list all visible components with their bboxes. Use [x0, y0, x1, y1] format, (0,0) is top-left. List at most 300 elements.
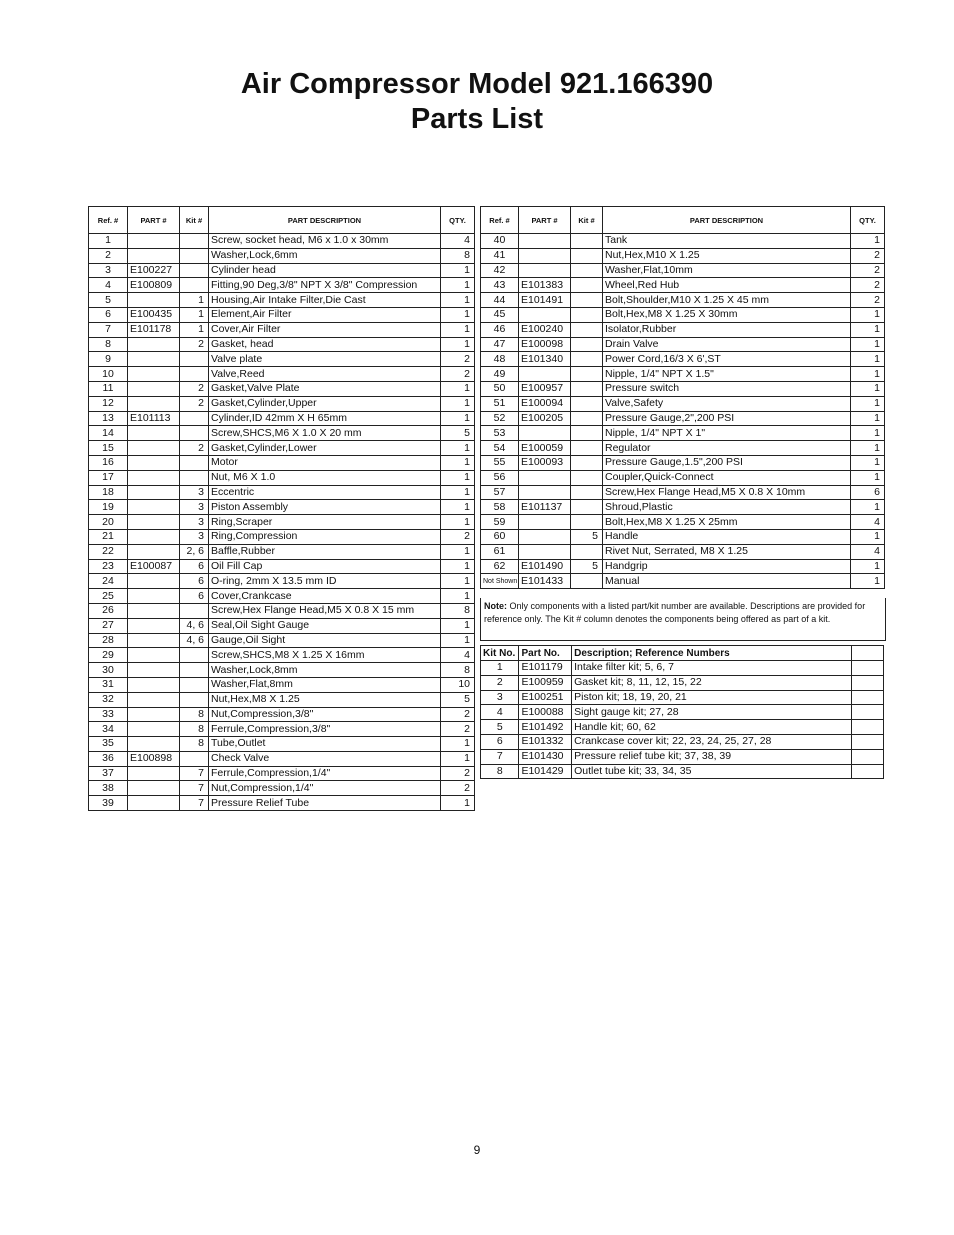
kit-cell [571, 500, 603, 515]
ref-cell: 47 [481, 337, 519, 352]
table-row [481, 485, 885, 500]
description-cell: Isolator,Rubber [603, 322, 851, 337]
description-cell: Fitting,90 Deg,3/8" NPT X 3/8" Compression [209, 278, 441, 293]
table-row [89, 781, 475, 796]
kit-no-cell: 8 [481, 764, 519, 779]
qty-cell: 1 [851, 234, 885, 249]
part-number-cell: E101178 [128, 322, 180, 337]
description-cell: Cylinder head [209, 263, 441, 278]
kit-cell: 3 [180, 500, 209, 515]
ref-cell: 62 [481, 559, 519, 574]
kit-cell [571, 515, 603, 530]
qty-cell: 2 [851, 293, 885, 308]
kit-no-cell: 7 [481, 749, 519, 764]
ref-cell: 26 [89, 603, 128, 618]
table-row [89, 396, 475, 411]
part-number-cell [519, 426, 571, 441]
qty-cell: 6 [851, 485, 885, 500]
note-label: Note: [484, 601, 507, 611]
part-number-cell [128, 692, 180, 707]
part-header: PART # [128, 207, 180, 234]
part-number-cell [128, 396, 180, 411]
kit-cell: 2 [180, 441, 209, 456]
kit-cell: 2 [180, 381, 209, 396]
kit-cell: 5 [571, 559, 603, 574]
table-row [89, 263, 475, 278]
qty-cell: 1 [441, 337, 475, 352]
kit-part-header: Part No. [519, 646, 572, 661]
description-cell: Screw,SHCS,M8 X 1.25 X 16mm [209, 648, 441, 663]
ref-cell: 56 [481, 470, 519, 485]
qty-cell: 8 [441, 603, 475, 618]
kit-no-cell: 6 [481, 734, 519, 749]
description-cell: Nipple, 1/4" NPT X 1" [603, 426, 851, 441]
part-number-cell: E100809 [128, 278, 180, 293]
qty-cell: 1 [441, 574, 475, 589]
part-number-cell [128, 367, 180, 382]
table-row [481, 559, 885, 574]
table-row [89, 470, 475, 485]
table-row [89, 722, 475, 737]
kit-cell [180, 663, 209, 678]
description-cell: Gasket,Valve Plate [209, 381, 441, 396]
part-number-cell: E100098 [519, 337, 571, 352]
description-header: PART DESCRIPTION [209, 207, 441, 234]
kit-cell [180, 677, 209, 692]
description-cell: Seal,Oil Sight Gauge [209, 618, 441, 633]
kit-cell [571, 352, 603, 367]
table-row [89, 234, 475, 249]
qty-cell: 1 [851, 529, 885, 544]
table-row [89, 589, 475, 604]
description-cell: Pressure Gauge,2",200 PSI [603, 411, 851, 426]
ref-cell: 3 [89, 263, 128, 278]
kit-cell [571, 470, 603, 485]
description-cell: Cover,Air Filter [209, 322, 441, 337]
table-row [481, 248, 885, 263]
qty-cell: 1 [851, 574, 885, 589]
description-cell: Eccentric [209, 485, 441, 500]
part-number-cell [128, 648, 180, 663]
part-number-cell [519, 263, 571, 278]
kit-no-cell: 1 [481, 661, 519, 676]
part-number-cell [128, 618, 180, 633]
qty-cell: 1 [441, 751, 475, 766]
part-header: PART # [519, 207, 571, 234]
description-cell: Handle [603, 529, 851, 544]
part-number-cell: E101340 [519, 352, 571, 367]
part-number-cell [128, 515, 180, 530]
part-number-cell [128, 352, 180, 367]
table-row [89, 663, 475, 678]
kit-cell [571, 381, 603, 396]
part-number-cell [128, 781, 180, 796]
ref-cell: 32 [89, 692, 128, 707]
description-cell: Tube,Outlet [209, 737, 441, 752]
kit-part-cell: E101430 [519, 749, 572, 764]
kit-cell: 4, 6 [180, 633, 209, 648]
qty-cell: 1 [441, 500, 475, 515]
qty-header: QTY. [851, 207, 885, 234]
qty-cell: 1 [441, 589, 475, 604]
ref-cell: 38 [89, 781, 128, 796]
kit-cell [571, 278, 603, 293]
ref-cell: 36 [89, 751, 128, 766]
kit-part-cell: E101332 [519, 734, 572, 749]
table-row [481, 544, 885, 559]
description-cell: Screw,SHCS,M6 X 1.0 X 20 mm [209, 426, 441, 441]
part-number-cell [128, 722, 180, 737]
table-row [89, 293, 475, 308]
kit-cell [571, 426, 603, 441]
ref-cell: 9 [89, 352, 128, 367]
ref-cell: 40 [481, 234, 519, 249]
kit-cell [180, 692, 209, 707]
part-number-cell [128, 381, 180, 396]
kit-cell [571, 574, 603, 589]
description-cell: Cover,Crankcase [209, 589, 441, 604]
parts-table-left-body [89, 234, 475, 811]
part-number-cell: E100227 [128, 263, 180, 278]
kit-cell: 8 [180, 737, 209, 752]
description-cell: Cylinder,ID 42mm X H 65mm [209, 411, 441, 426]
table-row [481, 675, 884, 690]
ref-cell: 60 [481, 529, 519, 544]
part-number-cell [519, 485, 571, 500]
kit-cell [571, 307, 603, 322]
part-number-cell [128, 441, 180, 456]
table-row [89, 737, 475, 752]
kit-part-cell: E101179 [519, 661, 572, 676]
kit-desc-cell: Pressure relief tube kit; 37, 38, 39 [572, 749, 851, 764]
kit-cell: 6 [180, 574, 209, 589]
description-cell: Wheel,Red Hub [603, 278, 851, 293]
ref-cell: 15 [89, 441, 128, 456]
kit-cell [180, 648, 209, 663]
part-number-cell [128, 663, 180, 678]
table-row [481, 293, 885, 308]
ref-cell: 53 [481, 426, 519, 441]
table-row [481, 574, 885, 589]
ref-cell: 39 [89, 796, 128, 811]
description-cell: Pressure Gauge,1.5",200 PSI [603, 455, 851, 470]
table-row [481, 720, 884, 735]
ref-cell: 37 [89, 766, 128, 781]
ref-cell: 4 [89, 278, 128, 293]
description-cell: Piston Assembly [209, 500, 441, 515]
qty-cell: 4 [441, 648, 475, 663]
qty-cell: 1 [851, 455, 885, 470]
kit-cell: 2 [180, 396, 209, 411]
part-number-cell [128, 234, 180, 249]
qty-cell: 1 [851, 307, 885, 322]
qty-header: QTY. [441, 207, 475, 234]
ref-cell: 23 [89, 559, 128, 574]
part-number-cell [128, 426, 180, 441]
ref-cell: 30 [89, 663, 128, 678]
ref-cell: 27 [89, 618, 128, 633]
part-number-cell [519, 515, 571, 530]
description-cell: Gasket, head [209, 337, 441, 352]
qty-cell: 1 [441, 485, 475, 500]
qty-cell: 2 [441, 781, 475, 796]
table-row [89, 322, 475, 337]
part-number-cell [128, 248, 180, 263]
description-cell: Ring,Scraper [209, 515, 441, 530]
table-row [89, 248, 475, 263]
kit-cell: 6 [180, 559, 209, 574]
description-cell: Pressure Relief Tube [209, 796, 441, 811]
availability-note [480, 598, 886, 641]
kit-cell [571, 263, 603, 278]
part-number-cell [128, 574, 180, 589]
part-number-cell [128, 485, 180, 500]
qty-cell: 1 [441, 737, 475, 752]
ref-cell: 28 [89, 633, 128, 648]
ref-cell: 10 [89, 367, 128, 382]
kit-cell [180, 263, 209, 278]
part-number-cell [128, 293, 180, 308]
qty-cell: 1 [851, 426, 885, 441]
kit-no-cell: 5 [481, 720, 519, 735]
ref-cell: 1 [89, 234, 128, 249]
ref-cell: 5 [89, 293, 128, 308]
table-row [89, 544, 475, 559]
part-number-cell [128, 589, 180, 604]
description-cell: Bolt,Hex,M8 X 1.25 X 30mm [603, 307, 851, 322]
ref-cell: 7 [89, 322, 128, 337]
table-row [89, 707, 475, 722]
blank-cell [851, 690, 883, 705]
kit-cell: 2 [180, 337, 209, 352]
blank-cell [851, 661, 883, 676]
ref-cell: 51 [481, 396, 519, 411]
kit-cell [180, 455, 209, 470]
table-row [89, 648, 475, 663]
kit-header: Kit # [571, 207, 603, 234]
kit-desc-cell: Handle kit; 60, 62 [572, 720, 851, 735]
kit-cell: 3 [180, 485, 209, 500]
description-cell: Bolt,Hex,M8 X 1.25 X 25mm [603, 515, 851, 530]
ref-cell: 31 [89, 677, 128, 692]
part-number-cell [128, 796, 180, 811]
qty-cell: 1 [441, 278, 475, 293]
table-row [481, 307, 885, 322]
description-cell: Nipple, 1/4" NPT X 1.5" [603, 367, 851, 382]
kit-cell [180, 234, 209, 249]
table-row [481, 764, 884, 779]
kit-cell [180, 603, 209, 618]
kit-cell: 2, 6 [180, 544, 209, 559]
part-number-cell [128, 707, 180, 722]
table-row [481, 352, 885, 367]
table-row [89, 618, 475, 633]
kit-cell [180, 470, 209, 485]
part-number-cell: E100059 [519, 441, 571, 456]
ref-cell: 16 [89, 455, 128, 470]
kit-cell: 8 [180, 707, 209, 722]
part-number-cell [128, 500, 180, 515]
kit-desc-header: Description; Reference Numbers [572, 646, 851, 661]
table-row [481, 263, 885, 278]
kit-no-cell: 3 [481, 690, 519, 705]
part-number-cell: E100435 [128, 307, 180, 322]
qty-cell: 1 [851, 367, 885, 382]
qty-cell: 1 [441, 618, 475, 633]
kit-desc-cell: Crankcase cover kit; 22, 23, 24, 25, 27, 28 [572, 734, 851, 749]
ref-cell: 43 [481, 278, 519, 293]
blank-cell [851, 705, 883, 720]
part-number-cell: E101383 [519, 278, 571, 293]
ref-cell: 59 [481, 515, 519, 530]
part-number-cell: E101433 [519, 574, 571, 589]
ref-cell: 35 [89, 737, 128, 752]
description-cell: Nut,Hex,M8 X 1.25 [209, 692, 441, 707]
table-row [481, 515, 885, 530]
parts-table-left [88, 206, 475, 811]
kit-cell [571, 248, 603, 263]
part-number-cell [128, 470, 180, 485]
table-header-row [89, 207, 475, 234]
kit-cell: 8 [180, 722, 209, 737]
kit-header-row [481, 646, 884, 661]
ref-cell: Not Shown [481, 574, 519, 589]
qty-cell: 4 [851, 544, 885, 559]
description-header: PART DESCRIPTION [603, 207, 851, 234]
kit-cell: 7 [180, 796, 209, 811]
qty-cell: 1 [441, 455, 475, 470]
ref-cell: 14 [89, 426, 128, 441]
qty-cell: 1 [441, 322, 475, 337]
table-row [89, 796, 475, 811]
description-cell: Screw, socket head, M6 x 1.0 x 30mm [209, 234, 441, 249]
table-row [89, 441, 475, 456]
part-number-cell [128, 766, 180, 781]
kit-cell: 7 [180, 766, 209, 781]
kit-cell [571, 322, 603, 337]
description-cell: Valve plate [209, 352, 441, 367]
part-number-cell [128, 633, 180, 648]
qty-cell: 1 [851, 559, 885, 574]
kit-no-header: Kit No. [481, 646, 519, 661]
table-row [481, 705, 884, 720]
blank-cell [851, 749, 883, 764]
table-row [89, 515, 475, 530]
page-number: 9 [473, 1143, 481, 1157]
qty-cell: 1 [851, 500, 885, 515]
part-number-cell: E100957 [519, 381, 571, 396]
description-cell: Housing,Air Intake Filter,Die Cast [209, 293, 441, 308]
kit-cell [571, 293, 603, 308]
kit-no-cell: 2 [481, 675, 519, 690]
qty-cell: 1 [441, 470, 475, 485]
ref-cell: 12 [89, 396, 128, 411]
table-row [481, 661, 884, 676]
qty-cell: 1 [441, 559, 475, 574]
kit-cell [180, 411, 209, 426]
description-cell: Drain Valve [603, 337, 851, 352]
part-number-cell: E100898 [128, 751, 180, 766]
description-cell: Ferrule,Compression,3/8" [209, 722, 441, 737]
qty-cell: 1 [441, 396, 475, 411]
description-cell: Element,Air Filter [209, 307, 441, 322]
blank-cell [851, 764, 883, 779]
table-row [481, 455, 885, 470]
kit-desc-cell: Intake filter kit; 5, 6, 7 [572, 661, 851, 676]
description-cell: Pressure switch [603, 381, 851, 396]
description-cell: O-ring, 2mm X 13.5 mm ID [209, 574, 441, 589]
part-number-cell [128, 737, 180, 752]
description-cell: Gauge,Oil Sight [209, 633, 441, 648]
ref-cell: 25 [89, 589, 128, 604]
kit-no-cell: 4 [481, 705, 519, 720]
ref-cell: 2 [89, 248, 128, 263]
table-row [481, 441, 885, 456]
description-cell: Handgrip [603, 559, 851, 574]
part-number-cell: E100087 [128, 559, 180, 574]
description-cell: Washer,Flat,10mm [603, 263, 851, 278]
kit-part-cell: E100251 [519, 690, 572, 705]
table-row [89, 751, 475, 766]
kit-cell: 4, 6 [180, 618, 209, 633]
kit-part-cell: E101429 [519, 764, 572, 779]
ref-header: Ref. # [481, 207, 519, 234]
kit-part-cell: E100088 [519, 705, 572, 720]
ref-cell: 52 [481, 411, 519, 426]
qty-cell: 4 [851, 515, 885, 530]
part-number-cell [519, 470, 571, 485]
ref-cell: 22 [89, 544, 128, 559]
part-number-cell: E101113 [128, 411, 180, 426]
kit-desc-cell: Sight gauge kit; 27, 28 [572, 705, 851, 720]
kit-desc-cell: Outlet tube kit; 33, 34, 35 [572, 764, 851, 779]
description-cell: Regulator [603, 441, 851, 456]
qty-cell: 1 [441, 441, 475, 456]
qty-cell: 10 [441, 677, 475, 692]
part-number-cell [519, 367, 571, 382]
ref-cell: 46 [481, 322, 519, 337]
ref-cell: 58 [481, 500, 519, 515]
part-number-cell [519, 307, 571, 322]
description-cell: Manual [603, 574, 851, 589]
qty-cell: 1 [441, 293, 475, 308]
kit-cell [180, 278, 209, 293]
qty-cell: 8 [441, 663, 475, 678]
table-row [89, 559, 475, 574]
ref-cell: 50 [481, 381, 519, 396]
qty-cell: 1 [851, 352, 885, 367]
qty-cell: 1 [851, 337, 885, 352]
kit-table-body [481, 661, 884, 779]
note-text: Only components with a listed part/kit number are available. Descriptions are provided for reference only. The Kit # column denotes the components being offered as part of a kit. [484, 601, 866, 624]
page-subtitle: Parts List [410, 103, 544, 135]
part-number-cell [128, 455, 180, 470]
part-number-cell: E101137 [519, 500, 571, 515]
blank-cell [851, 720, 883, 735]
qty-cell: 1 [851, 381, 885, 396]
kit-header: Kit # [180, 207, 209, 234]
qty-cell: 1 [441, 633, 475, 648]
qty-cell: 1 [441, 381, 475, 396]
qty-cell: 2 [441, 766, 475, 781]
kit-cell: 3 [180, 515, 209, 530]
part-number-cell [128, 544, 180, 559]
description-cell: Tank [603, 234, 851, 249]
qty-cell: 2 [441, 367, 475, 382]
kit-blank-header [851, 646, 883, 661]
kit-desc-cell: Piston kit; 18, 19, 20, 21 [572, 690, 851, 705]
kit-cell [571, 455, 603, 470]
